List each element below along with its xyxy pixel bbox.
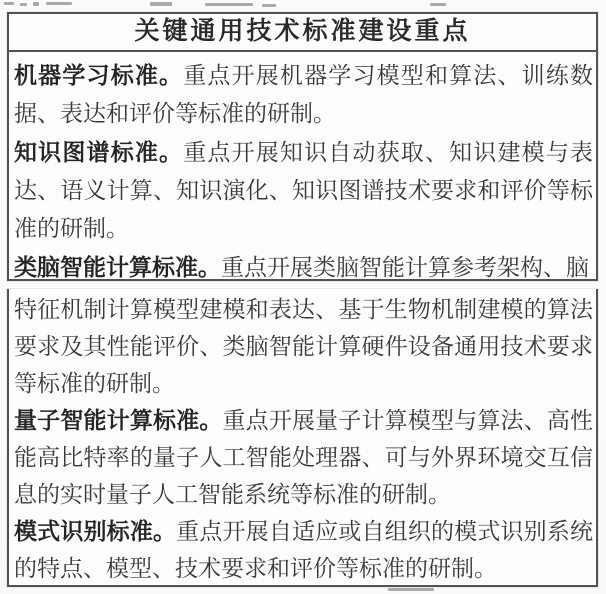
- paragraph-body: 重点开展类脑智能计算参考架构、脑: [221, 255, 589, 280]
- paragraph-pattern-recognition: [14, 513, 593, 587]
- paragraph-body: 重点开展自适应或自组织的模式识别系统的特点、模型、技术要求和评价等标准的研制。: [14, 519, 594, 581]
- paragraph-brain-inspired-computing-continued: [14, 291, 593, 402]
- paragraph-brain-inspired-computing-start: [14, 248, 593, 287]
- paragraph-body: 重点开展知识自动获取、知识建模与表达、语义计算、知识演化、知识图谱技术要求和评价等标准的研制。: [14, 140, 594, 241]
- paragraph-lead: 知识图谱标准。: [14, 139, 184, 165]
- paragraph-knowledge-graph: [14, 133, 593, 248]
- paragraph-machine-learning: [14, 56, 593, 133]
- standards-table-page1: [7, 12, 598, 281]
- paragraph-quantum-computing: [14, 402, 593, 513]
- paragraph-lead: 类脑智能计算标准。: [14, 254, 221, 280]
- paragraph-lead: 模式识别标准。: [14, 518, 177, 544]
- table-title: 关键通用技术标准建设重点: [9, 14, 596, 52]
- standards-table-page2: [7, 289, 598, 587]
- paragraph-lead: 机器学习标准。: [14, 62, 184, 88]
- paragraph-lead: 量子智能计算标准。: [14, 407, 223, 433]
- paragraph-body: 重点开展量子计算模型与算法、高性能高比特率的量子人工智能处理器、可与外界环境交互信息的实时量子人工智能系统等标准的研制。: [14, 408, 594, 507]
- paragraph-body: 特征机制计算模型建模和表达、基于生物机制建模的算法要求及其性能评价、类脑智能计算硬件设备通用技术要求等标准的研制。: [14, 297, 593, 396]
- page1-content: [9, 52, 596, 287]
- page2-content: [9, 289, 596, 587]
- paragraph-body: 重点开展机器学习模型和算法、训练数据、表达和评价等标准的研制。: [14, 63, 594, 126]
